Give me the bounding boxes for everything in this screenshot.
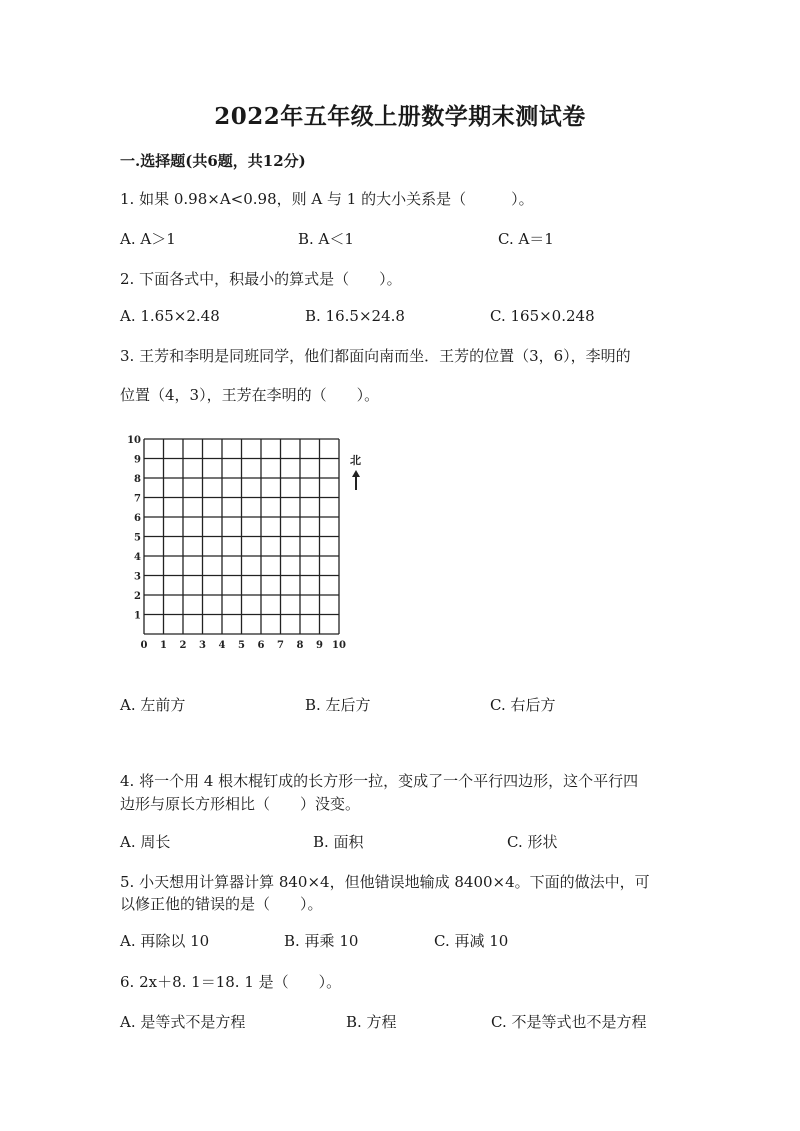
x-axis-label: 10 [332, 640, 346, 651]
x-axis-label: 4 [218, 640, 226, 651]
north-label: 北 [350, 454, 361, 467]
x-axis-label: 1 [160, 640, 167, 651]
question-4-text-line-2: 边形与原长方形相比（ ）没变。 [120, 795, 361, 813]
x-axis-label: 9 [316, 640, 323, 651]
exam-title: 2022年五年级上册数学期末测试卷 [214, 103, 586, 130]
x-axis-label: 8 [296, 640, 304, 651]
question-5-option-a[interactable]: A. 再除以 10 [120, 932, 210, 950]
question-3-option-c[interactable]: C. 右后方 [490, 696, 556, 714]
question-5-text-line-1: 5. 小天想用计算器计算 840×4，但他错误地输成 8400×4。下面的做法中，可 [120, 873, 650, 891]
question-6-option-a[interactable]: A. 是等式不是方程 [120, 1013, 246, 1031]
y-axis-label: 7 [134, 493, 141, 505]
question-1-option-a[interactable]: A. A＞1 [120, 230, 176, 248]
x-axis-label: 7 [277, 640, 284, 651]
question-3-option-b[interactable]: B. 左后方 [305, 696, 371, 714]
question-3-text-line-2: 位置（4，3），王芳在李明的（ ）。 [120, 386, 380, 404]
y-axis-labels [127, 435, 141, 622]
question-5-option-b[interactable]: B. 再乘 10 [284, 932, 359, 950]
question-4-text-line-1: 4. 将一个用 4 根木棍钉成的长方形一拉，变成了一个平行四边形，这个平行四 [120, 772, 639, 790]
x-axis-label: 0 [140, 640, 148, 651]
y-axis-label: 1 [134, 610, 141, 622]
y-axis-label: 4 [134, 552, 141, 563]
x-axis-labels [141, 640, 346, 651]
y-axis-label: 5 [134, 532, 141, 544]
question-2-option-a[interactable]: A. 1.65×2.48 [120, 307, 220, 325]
y-axis-label: 10 [127, 435, 141, 446]
question-4-option-a[interactable]: A. 周长 [120, 833, 171, 851]
question-3-option-a[interactable]: A. 左前方 [120, 696, 186, 714]
question-4-option-c[interactable]: C. 形状 [507, 833, 558, 851]
question-2-text: 2. 下面各式中，积最小的算式是（ ）。 [120, 270, 402, 288]
question-2-option-b[interactable]: B. 16.5×24.8 [305, 307, 405, 325]
question-1-option-b[interactable]: B. A＜1 [298, 230, 354, 248]
question-1-text: 1. 如果 0.98×A<0.98，则 A 与 1 的大小关系是（ ）。 [120, 190, 534, 208]
question-3-text-line-1: 3. 王芳和李明是同班同学，他们都面向南而坐．王芳的位置（3，6），李明的 [120, 347, 631, 365]
question-5-option-c[interactable]: C. 再减 10 [434, 932, 509, 950]
x-axis-label: 6 [257, 640, 265, 651]
question-4-option-b[interactable]: B. 面积 [313, 833, 364, 851]
coordinate-grid [124, 435, 374, 664]
y-axis-label: 6 [134, 513, 141, 524]
question-6-option-c[interactable]: C. 不是等式也不是方程 [491, 1013, 647, 1031]
x-axis-label: 2 [179, 640, 187, 651]
y-axis-label: 2 [134, 591, 141, 602]
y-axis-label: 8 [134, 474, 141, 485]
x-axis-label: 3 [199, 640, 206, 651]
question-6-option-b[interactable]: B. 方程 [346, 1013, 397, 1031]
question-6-text: 6. 2x＋8. 1＝18. 1 是（ ）。 [120, 973, 342, 991]
north-arrow-icon [352, 470, 360, 490]
question-5-text-line-2: 以修正他的错误的是（ ）。 [120, 895, 323, 913]
question-1-option-c[interactable]: C. A＝1 [498, 230, 554, 248]
question-2-option-c[interactable]: C. 165×0.248 [490, 307, 595, 325]
grid-lines [144, 439, 339, 634]
section-heading: 一.选择题(共6题，共12分) [120, 152, 306, 170]
y-axis-label: 9 [134, 454, 141, 466]
coordinate-grid-svg [124, 435, 374, 664]
x-axis-label: 5 [238, 640, 245, 651]
y-axis-label: 3 [134, 571, 141, 583]
